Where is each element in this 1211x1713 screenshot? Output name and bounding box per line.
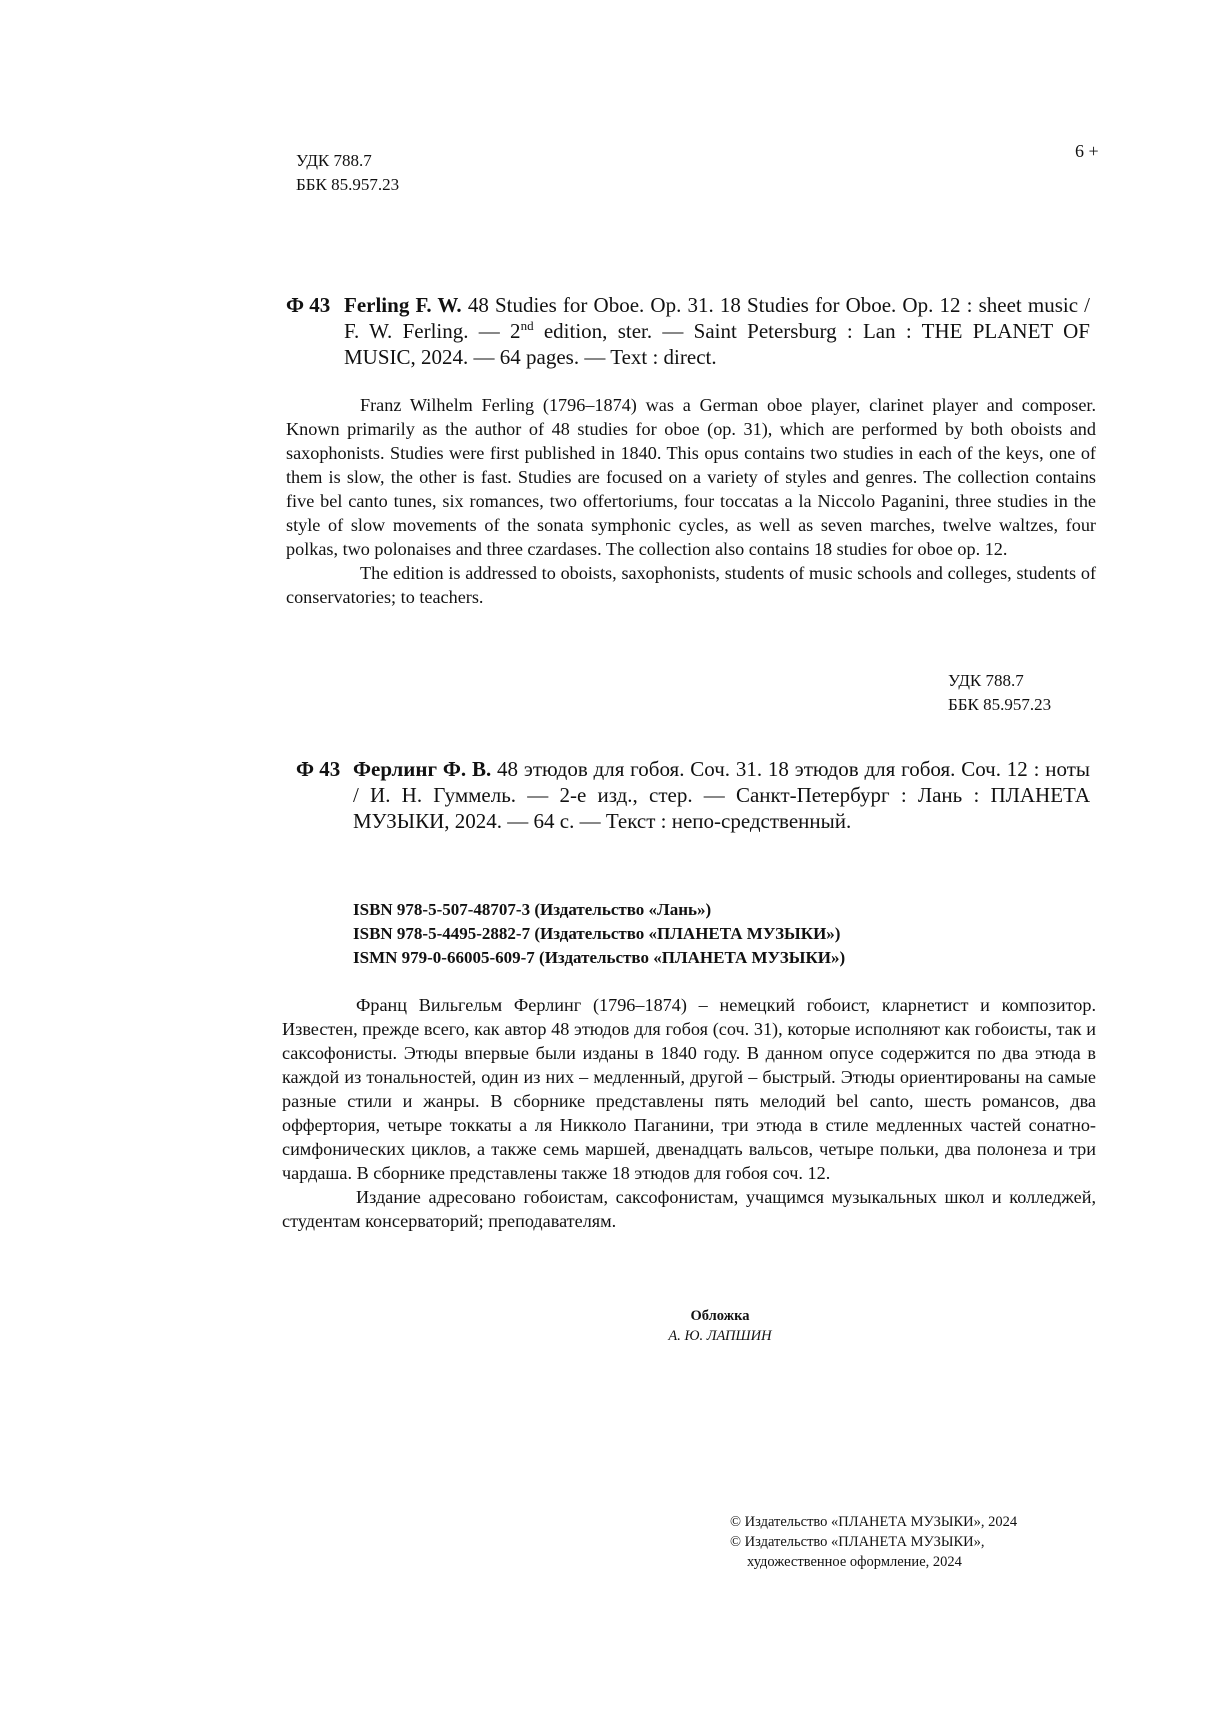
age-rating: 6 + [1075, 141, 1099, 161]
copyright-line: художественное оформление, 2024 [747, 1554, 962, 1570]
isbn-planet: ISBN 978-5-4495-2882-7 (Издательство «ПЛАНЕТА МУЗЫКИ») [353, 924, 841, 943]
isbn-lan: ISBN 978-5-507-48707-3 (Издательство «Лань») [353, 900, 712, 919]
catalog-entry-body [353, 756, 1090, 834]
edition-superscript: nd [520, 318, 534, 333]
entry-text-part-1: 48 Studies for Oboe. Op. 31. 18 Studies for Oboe. Op. 12 : sheet music / F. W. Ferling. — 2 [344, 293, 1090, 343]
copyright-line: © Издательство «ПЛАНЕТА МУЗЫКИ», [730, 1534, 985, 1550]
author-name: Ferling F. W. [344, 293, 462, 317]
author-name: Ферлинг Ф. В. [353, 757, 492, 781]
copyright-block [730, 1512, 1017, 1572]
ismn-planet: ISMN 979-0-66005-609-7 (Издательство «ПЛАНЕТА МУЗЫКИ») [353, 948, 846, 967]
copyright-line: © Издательство «ПЛАНЕТА МУЗЫКИ», 2024 [730, 1514, 1018, 1530]
abstract-paragraph: Издание адресовано гобоистам, саксофонистам, учащимся музыкальных школ и колледжей, студентам консерваторий; преподавателям. [282, 1187, 1096, 1231]
abstract-russian [282, 993, 1096, 1233]
cover-credit-title: Обложка [690, 1308, 750, 1324]
abstract-paragraph: Franz Wilhelm Ferling (1796–1874) was a German oboe player, clarinet player and composer. Known primarily as the author of 48 studies for oboe (op. 31), which are performed by both oboists and saxophonists. Studies were first published in 1840. This opus contains two studies in each of the keys, one of them is slow, the other is fast. Studies are focused on a variety of styles and genres. The collection contains five bel canto tunes, six romances, two offertoriums, four toccatas a la Niccolo Paganini, three studies in the style of slow movements of the sonata symphonic cycles, as well as seven marches, twelve waltzes, four polkas, two polonaises and three czardases. The collection also contains 18 studies for oboe op. 12. [286, 395, 1096, 559]
bbk-code: ББК 85.957.23 [296, 175, 400, 194]
abstract-paragraph: The edition is addressed to oboists, saxophonists, students of music schools and colleges, students of conservatories; to teachers. [286, 563, 1096, 607]
udk-code: УДК 788.7 [948, 671, 1024, 690]
catalog-entry-russian [296, 756, 1090, 864]
cover-credit [560, 1306, 880, 1346]
abstract-paragraph: Франц Вильгельм Ферлинг (1796–1874) – немецкий гобоист, кларнетист и композитор. Известен, прежде всего, как автор 48 этюдов для гобоя (соч. 31), которые исполняют как гобоисты, так и саксофонисты. Этюды впервые были изданы в 1840 году. В данном опусе содержится по два этюда в каждой из тональностей, один из них – медленный, другой – быстрый. Этюды ориентированы на самые разные стили и жанры. В сборнике представлены пять мелодий bel canto, шесть романсов, два оффертория, четыре токкаты а ля Никколо Паганини, три этюда в стиле медленных частей сонатно-симфонических циклов, а также семь маршей, двенадцать вальсов, четыре польки, два полонеза и три чардаша. В сборнике представлены также 18 этюдов для гобоя соч. 12. [282, 995, 1096, 1183]
entry-text-part-2: edition, ster. — Saint Petersburg : Lan : THE PLANET OF MUSIC, 2024. — 64 pages. — Text : direct. [344, 319, 1090, 369]
abstract-english [286, 393, 1096, 609]
catalog-index: Ф 43 [286, 293, 331, 317]
classification-codes-mid [948, 669, 1051, 717]
entry-text: 48 этюдов для гобоя. Соч. 31. 18 этюдов для гобоя. Соч. 12 : ноты / И. Н. Гуммель. — 2-е изд., стер. — Санкт-Петербург : Лань : ПЛАНЕТА МУЗЫКИ, 2024. — 64 с. — Текст : непо-средственный. [353, 757, 1090, 833]
udk-code: УДК 788.7 [296, 151, 372, 170]
bbk-code: ББК 85.957.23 [948, 695, 1052, 714]
cover-artist-name: А. Ю. ЛАПШИН [668, 1328, 772, 1344]
catalog-index: Ф 43 [296, 757, 341, 781]
isbn-block [353, 898, 845, 970]
classification-codes-top [296, 149, 399, 197]
catalog-entry-body [344, 292, 1090, 370]
catalog-entry-english [286, 292, 1090, 374]
